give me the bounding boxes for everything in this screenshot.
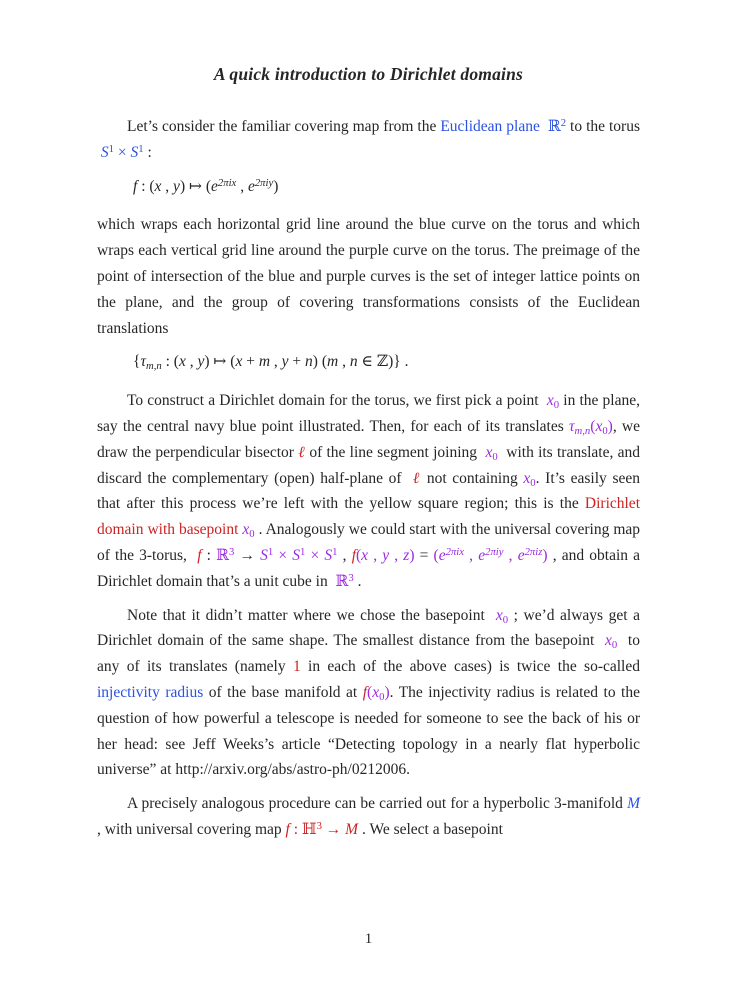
text-segment: 1 [332, 546, 338, 559]
math-segment: z [403, 546, 410, 564]
text-segment: : ( [161, 353, 179, 371]
text-segment: 1 [108, 142, 114, 155]
text-segment: 1 [300, 546, 306, 559]
text-segment: . Analogously we could start with the universal covering map of the 3-torus, [97, 521, 640, 564]
text-segment: : [201, 546, 217, 564]
text-segment: 1 [138, 142, 144, 155]
math-segment: 2πix [217, 176, 237, 189]
math-segment: x [495, 606, 503, 624]
text-segment: ) [542, 546, 548, 564]
text-segment: ) ↦ ( [179, 177, 211, 195]
text-segment: to any of its translates (namely [97, 632, 640, 676]
link-text[interactable]: 2 [560, 117, 567, 130]
math-segment: f [351, 546, 356, 564]
text-segment: ) [384, 683, 390, 701]
math-segment: S [100, 143, 109, 161]
math-segment: S [292, 546, 301, 564]
math-segment: S [130, 143, 139, 161]
text-segment: of the base manifold at [203, 683, 363, 701]
text-segment: , [503, 546, 518, 564]
text-segment: { [133, 353, 141, 371]
text-segment: ) ( [312, 353, 327, 371]
text-segment: : [143, 143, 152, 161]
math-segment: e [211, 177, 218, 195]
paragraph [97, 791, 640, 843]
math-segment: 2πix [445, 546, 465, 559]
math-segment: x [604, 632, 612, 650]
text-segment: . We select a basepoint [358, 820, 503, 838]
document-body [97, 114, 640, 843]
display-equation [97, 174, 640, 200]
text-segment: = [414, 546, 434, 564]
math-segment: m [327, 353, 339, 371]
math-segment: x [523, 469, 531, 487]
text-segment: 3 [229, 546, 235, 559]
text-segment: , [185, 353, 198, 371]
text-segment: 0 [249, 528, 255, 541]
math-segment: S [324, 546, 333, 564]
text-segment: ( [367, 683, 373, 701]
text-segment: ℍ [301, 820, 317, 838]
text-segment: ) [273, 177, 279, 195]
text-segment: , [270, 353, 282, 371]
text-segment: Note that it didn’t matter where we chose the basepoint [127, 606, 496, 624]
text-segment: 0 [602, 424, 608, 437]
text-segment: + [288, 353, 306, 371]
text-segment: × [113, 143, 131, 161]
text-segment: Let’s consider the familiar covering map from the [127, 118, 441, 135]
page-number: 1 [364, 931, 373, 947]
math-segment: τ [568, 417, 575, 435]
text-segment: , and obtain a Dirichlet domain that’s a unit cube in [97, 546, 641, 590]
text-segment: 1 [292, 658, 301, 676]
link-text[interactable]: injectivity radius [97, 683, 204, 701]
math-segment: n [305, 353, 313, 371]
text-segment: , [337, 546, 352, 564]
text-segment: Dirichlet domain with basepoint [97, 495, 640, 539]
math-segment: f [133, 177, 138, 195]
text-segment: 0 [530, 476, 536, 489]
text-segment [540, 118, 548, 135]
math-segment: y [382, 546, 390, 564]
display-equation [97, 349, 640, 375]
text-segment: , we draw the perpendicular bisector [97, 417, 640, 461]
text-segment: which wraps each horizontal grid line around the blue curve on the torus and which wraps each vertical grid line around the purple curve on the torus. The preimage of the point of intersection of the blue and purple curves is the set of integer lattice points on the plane, and the group of covering transformations consists of the Euclidean translations [97, 216, 640, 337]
text-segment: ) [607, 417, 613, 435]
text-segment: × [273, 546, 293, 564]
text-segment: 0 [502, 613, 509, 626]
link-text[interactable]: ℝ [547, 118, 561, 135]
text-segment: 0 [492, 450, 498, 463]
text-segment: A precisely analogous procedure can be carried out for a hyperbolic 3-manifold [127, 795, 628, 813]
math-segment: S [260, 546, 268, 564]
text-segment: ( [590, 417, 596, 435]
math-segment: ℓ [412, 469, 422, 487]
math-segment: M [345, 820, 359, 838]
text-segment: 3 [348, 571, 354, 584]
text-segment: ∈ ℤ)} . [357, 353, 409, 371]
math-segment: 2πiz [524, 546, 543, 559]
math-segment: m [258, 353, 271, 371]
text-segment: + [242, 353, 259, 371]
math-segment: x [235, 353, 243, 371]
text-segment: 0 [553, 399, 560, 412]
math-segment: 2πiy [485, 546, 504, 559]
math-segment: f [285, 820, 290, 838]
text-segment: . [353, 572, 362, 590]
math-segment: ℓ [298, 443, 306, 461]
math-segment: e [247, 177, 255, 195]
text-segment: : ( [137, 177, 155, 195]
text-segment: , [368, 546, 383, 564]
text-segment: 0 [611, 639, 618, 652]
text-segment: 1 [267, 546, 274, 559]
text-segment: of the line segment joining [305, 443, 486, 461]
text-segment: , with universal covering map [97, 820, 286, 838]
text-segment: in each of the above cases) is twice the so-called [300, 658, 640, 676]
math-segment: x [154, 177, 162, 195]
math-segment: τ [140, 353, 147, 371]
text-segment: with its translate, and discard the complementary (open) half-plane of [97, 443, 640, 487]
text-segment: , [464, 546, 479, 564]
math-segment: n [349, 353, 358, 371]
math-segment: x [178, 353, 186, 371]
math-segment: y [173, 177, 180, 195]
math-segment: x [372, 683, 380, 701]
text-segment: : [289, 820, 302, 838]
text-segment: , [338, 353, 350, 371]
text-segment: To construct a Dirichlet domain for the torus, we first pick a point [127, 392, 547, 410]
paragraph [97, 388, 640, 594]
text-segment: , [161, 177, 174, 195]
math-segment: m,n [574, 424, 591, 437]
math-segment: f [362, 683, 368, 701]
math-segment: x [485, 443, 493, 461]
text-segment: . The injectivity radius is related to the question of how powerful a telescope is needed for someone to see the back of his or her head: see Jeff Weeks’s article “Detecting topology in a nearly flat hyperbolic universe” at http://arxiv.org/abs/astro-ph/0212006. [97, 683, 640, 779]
text-segment: , [389, 546, 404, 564]
text-segment: × [305, 546, 325, 564]
math-segment: y [281, 353, 289, 371]
text-segment: ℝ [335, 572, 349, 590]
math-segment: e [438, 546, 446, 564]
text-segment: ) [409, 546, 415, 564]
document-title: A quick introduction to Dirichlet domains [213, 64, 524, 84]
text-segment: in the plane, say the central navy blue point illustrated. Then, for each of its translates [97, 392, 640, 435]
text-segment: . It’s easily seen that after this process we’re left with the yellow square region; this is the [97, 469, 640, 513]
math-segment: y [197, 353, 205, 371]
math-segment: x [595, 417, 603, 435]
paragraph [97, 114, 640, 166]
math-segment: x [546, 392, 554, 410]
text-segment: ( [433, 546, 439, 564]
math-segment: f [197, 546, 202, 564]
math-segment: M [627, 795, 640, 813]
text-segment: ; we’d always get a Dirichlet domain of the same shape. The smallest distance from the basepoint [97, 606, 640, 650]
text-segment: not containing [421, 469, 524, 487]
text-segment: ℝ [216, 546, 230, 564]
text-segment: ( [356, 546, 362, 564]
paragraph [97, 212, 640, 341]
text-segment: → [321, 820, 346, 838]
math-segment: x [361, 546, 369, 564]
paragraph [97, 603, 640, 784]
math-segment: m,n [146, 360, 162, 373]
text-segment: to the torus [97, 118, 640, 161]
text-segment: 0 [379, 690, 385, 703]
link-text[interactable]: Euclidean plane [440, 118, 540, 135]
math-segment: e [478, 546, 486, 564]
text-segment: → [234, 546, 261, 564]
math-segment: x [242, 521, 250, 539]
math-segment: e [517, 546, 525, 564]
text-segment: , [236, 177, 248, 195]
math-segment: 2πiy [254, 176, 274, 189]
text-segment: ) ↦ ( [204, 353, 236, 371]
text-segment: 3 [316, 820, 322, 833]
